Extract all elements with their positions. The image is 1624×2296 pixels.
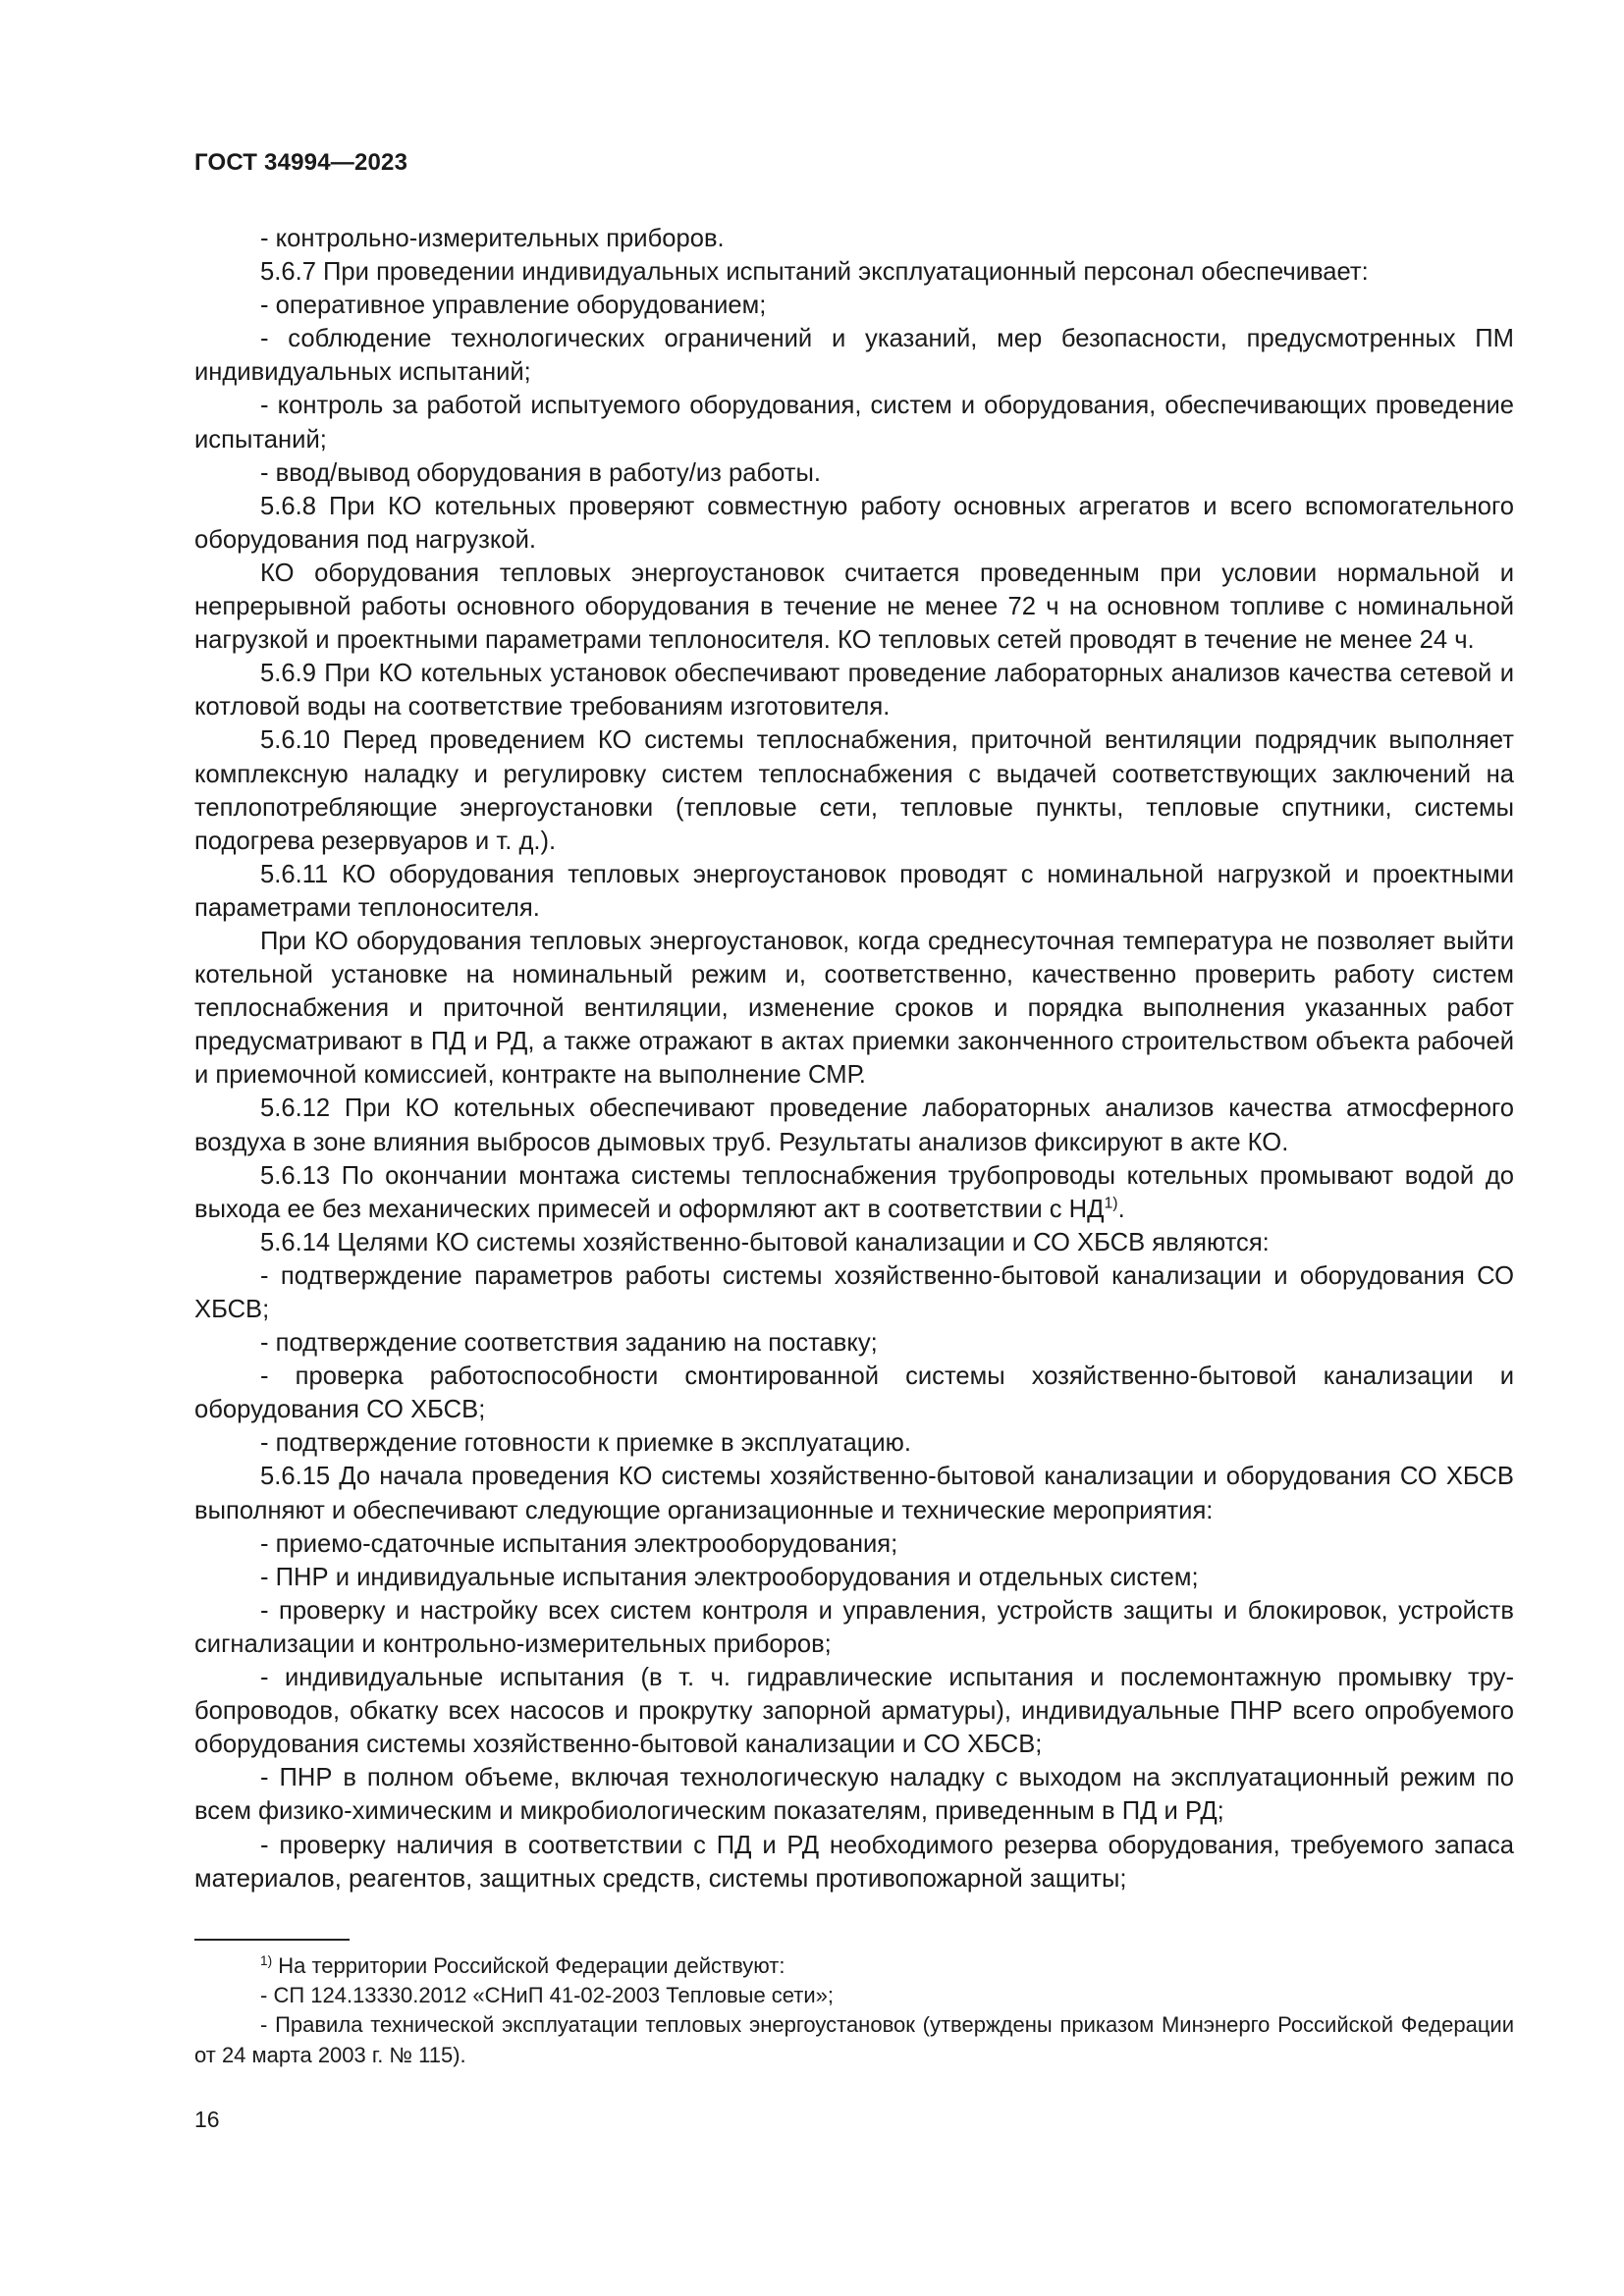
footnote-item: - Правила технической эксплуатации тепловых энергоустановок (утверждены приказом Минэнерго Российской Федерации от 24 марта 2003 г. № 115). <box>194 2012 1514 2067</box>
footnotes <box>194 1951 1514 2070</box>
footnote-item: - СП 124.13330.2012 «СНиП 41-02-2003 Тепловые сети»; <box>260 1983 835 2008</box>
clause-5-6-8: 5.6.8 При КО котельных проверяют совместную работу основных агрегатов и всего вспомогательного оборудования под нагрузкой. <box>194 492 1514 554</box>
clause-5-6-15: 5.6.15 До начала проведения КО системы хозяйственно-бытовой канализации и оборудования СО ХБСВ выполняют и обеспечивают следующие организационные и технические мероприятия: <box>194 1463 1514 1524</box>
document-body <box>194 222 1514 1896</box>
clause-5-6-10: 5.6.10 Перед проведением КО системы теплоснабжения, приточной вентиляции подрядчик выполняет комплексную наладку и регулировку систем теплоснабжения с выдачей соответствующих заключений на теплопотребляющие энергоустановки (тепловые сети, тепловые пункты, тепловые спутники, системы подогрева резервуаров и т. д.). <box>194 726 1514 855</box>
footnote-intro <box>194 1951 1514 1981</box>
paragraph: КО оборудования тепловых энергоустановок считается проведенным при условии нормальной и непрерывной работы основного оборудования в течение не менее 72 ч на основном топливе с номинальной нагрузкой и проектными параметрами теплоносителя. КО тепловых сетей проводят в течение не менее 24 ч. <box>194 559 1514 655</box>
clause-5-6-14: 5.6.14 Целями КО системы хозяйственно-бытовой канализации и СО ХБСВ являются: <box>260 1228 1270 1256</box>
list-item: - приемо-сдаточные испытания электрооборудования; <box>260 1529 898 1558</box>
list-item: - индивидуальные испытания (в т. ч. гидравлические испытания и послемонтажную промывку трубопроводов, обкатку всех насосов и прокрутку запорной арматуры), индивидуальные ПНР всего опробуемого оборудования системы хозяйственно-бытовой канализации и СО ХБСВ; <box>194 1664 1514 1759</box>
list-item: - контроль за работой испытуемого оборудования, систем и оборудования, обеспечивающих проведение испытаний; <box>194 392 1514 454</box>
clause-5-6-13-tail: . <box>1117 1195 1125 1223</box>
document-header: ГОСТ 34994—2023 <box>194 149 408 176</box>
list-item: - ПНР и индивидуальные испытания электрооборудования и отдельных систем; <box>260 1563 1199 1591</box>
clause-5-6-9: 5.6.9 При КО котельных установок обеспечивают проведение лабораторных анализов качества сетевой и котловой воды на соответствие требованиям изготовителя. <box>194 660 1514 721</box>
list-item: - проверку и настройку всех систем контроля и управления, устройств защиты и блокировок, устройств сигнализации и контрольно-измерительных приборов; <box>194 1596 1514 1658</box>
list-item: - ПНР в полном объеме, включая технологическую наладку с выходом на эксплуатационный режим по всем физико-химическим и микробиологическим показателям, приведенным в ПД и РД; <box>194 1764 1514 1826</box>
list-item: - соблюдение технологических ограничений и указаний, мер безопасности, предусмотренных ПМ индивидуальных испытаний; <box>194 325 1514 387</box>
footnote-intro-text: На территории Российской Федерации действуют: <box>272 1953 785 1978</box>
list-item: - проверка работоспособности смонтированной системы хозяйственно-бытовой канализации и оборудования СО ХБСВ; <box>194 1362 1514 1424</box>
footnote-mark: 1) <box>260 1952 273 1968</box>
clause-5-6-11: 5.6.11 КО оборудования тепловых энергоустановок проводят с номинальной нагрузкой и проектными параметрами теплоносителя. <box>194 860 1514 922</box>
list-item: - подтверждение соответствия заданию на поставку; <box>260 1329 878 1358</box>
paragraph: При КО оборудования тепловых энергоустановок, когда среднесуточная температура не позволяет выйти котельной установке на номинальный режим и, соответственно, качественно проверить работу систем теплоснабжения и приточной вентиляции, изменение сроков и порядка выполнения указанных работ предусматривают в ПД и РД, а также отражают в актах приемки законченного строительством объекта рабочей и приемочной комиссией, контракте на выполнение СМР. <box>194 927 1514 1090</box>
list-item: - проверку наличия в соответствии с ПД и РД необходимого резерва оборудования, требуемого запаса материалов, реагентов, защитных средств, системы противопожарной защиты; <box>194 1831 1514 1893</box>
list-item: - контрольно-измерительных приборов. <box>260 225 725 252</box>
clause-5-6-13 <box>194 1159 1514 1226</box>
page-number: 16 <box>194 2107 220 2132</box>
clause-5-6-7: 5.6.7 При проведении индивидуальных испытаний эксплуатационный персонал обеспечивает: <box>260 258 1369 287</box>
footnote-reference[interactable]: 1) <box>1104 1195 1118 1212</box>
list-item: - подтверждение готовности к приемке в эксплуатацию. <box>260 1429 911 1458</box>
list-item: - ввод/вывод оборудования в работу/из работы. <box>260 458 821 487</box>
footnote-divider <box>194 1939 350 1941</box>
list-item: - оперативное управление оборудованием; <box>260 292 767 320</box>
clause-5-6-13-text: 5.6.13 По окончании монтажа системы теплоснабжения трубопроводы котельных промывают водой до выхода ее без механических примесей и оформляют акт в соответствии с НД <box>194 1161 1514 1223</box>
clause-5-6-12: 5.6.12 При КО котельных обеспечивают проведение лабораторных анализов качества атмосферного воздуха в зоне влияния выбросов дымовых труб. Результаты анализов фиксируют в акте КО. <box>194 1095 1514 1156</box>
list-item: - подтверждение параметров работы системы хозяйственно-бытовой канализации и оборудования СО ХБСВ; <box>194 1261 1514 1323</box>
